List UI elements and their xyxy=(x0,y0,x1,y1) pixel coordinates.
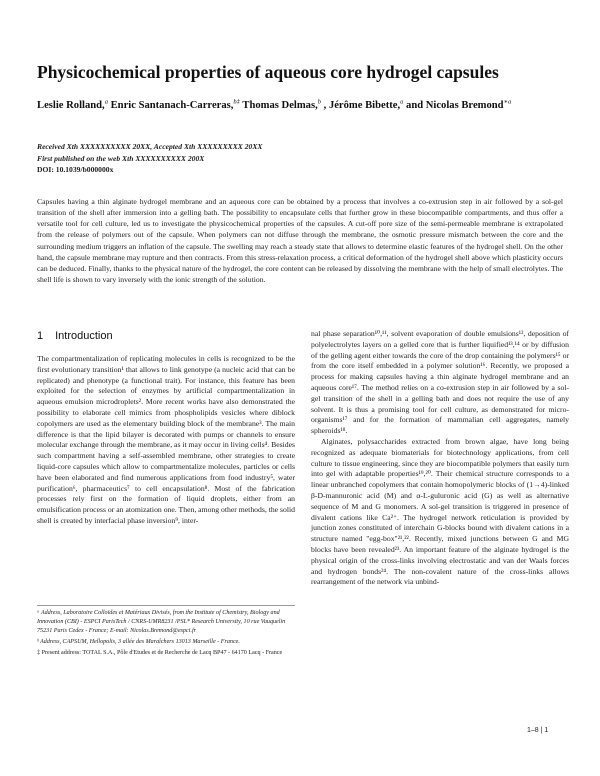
paper-title: Physicochemical properties of aqueous core hydrogel capsules xyxy=(37,62,499,82)
abstract: Capsules having a thin alginate hydrogel membrane and an aqueous core can be obtained by a process that involves a co-extrusion step in air followed by a sol-gel transition of the shell after immersion into a gelling bath. The possibility to encapsulate cells that further grow in these biocompatible compartments, and thus offer a versatile tool for cell culture, led us to investigate the physicochemical properties of the capsules. A cut-off pore size of the semi-permeable membrane is extrapolated from the release of polymers out of the capsule. When polymers can not diffuse through the membrane, the osmotic pressure mismatch between the core and the surrounding medium triggers an inflation of the capsule. The swelling may reach a steady state that allows to determine elastic features of the hydrogel shell. On the other hand, the capsule membrane may rupture and then contracts. From this stress-relaxation process, a critical deformation of the hydrogel shell above which plasticity occurs can be deduced. Finally, thanks to the physical nature of the hydrogel, the core content can be released by dissolving the membrane with the help of small electrolytes. The shell life is shown to vary inversely with the ionic strength of the solution. xyxy=(37,197,563,285)
author-affiliation: a xyxy=(400,98,404,106)
body-paragraph: The compartmentalization of replicating molecules in cells is recognized to be the first evolutionary transition¹ that allows to link genotype (a nucleic acid that can be replicated) and phenotype (a functional trait). For instance, this feature has been exploited for the selection of enzymes by artificial compartmentalization in aqueous emulsion microdroplets². More recent works have also demonstrated the possibility to elaborate cell mimics from phospholipids vesicles where diblock copolymers are used as the elementary building block of the membrane³. The main difference is that the lipid bilayer is decorated with pumps or channels to ensure molecular exchange through the membrane, as it may occur in living cells⁴. Besides such compartment having a self-assembled membrane, other strategies to create liquid-core capsules which allow to compartmentalize molecules, particles or cells have been elaborated and find numerous applications from food industry⁵, water purification⁶, pharmaceutics⁷ to cell encapsulation⁸. Most of the fabrication processes rely first on the formation of liquid droplets, either from an emulsification process or an atomization one. Then, among other methods, the solid shell is created by interfacial phase inversion⁹, inter- xyxy=(37,354,295,525)
footnote-divider xyxy=(37,605,295,606)
author-name: and Nicolas Bremond xyxy=(406,100,504,111)
body-paragraph: nal phase separation¹⁰,¹¹, solvent evaporation of double emulsions¹², deposition of polyelectrolytes layers on a gelled core that is further liquified¹³,¹⁴ or by diffusion of the gelling agent either towards the core of the drop containing the polymers¹⁵ or from the core itself embedded in a polymer solution¹⁶. Recently, we proposed a process for making capsules having a thin alginate hydrogel membrane and an aqueous core¹⁷. The method relies on a co-extrusion step in air followed by a sol-gel transition of the shell in a gelling bath and does not require the use of any solvent. It is thus a promising tool for cell culture, as demonstrated for micro-organisms¹⁷ and for the formation of mammalian cell aggregates, namely spheroids¹⁸. xyxy=(311,329,569,436)
section-number: 1 xyxy=(37,330,44,342)
footnotes xyxy=(37,609,295,660)
author-name: Enric Santanach-Carreras, xyxy=(110,100,234,111)
right-column xyxy=(311,329,569,588)
author-name: Thomas Delmas, xyxy=(242,100,318,111)
author-affiliation: b xyxy=(317,98,321,106)
footnote: ᵃ Address, Laboratoire Colloïdes et Matériaux Divisés, from the Institute of Chemistry, Biology and Innovation (CBI) - ESPCI ParisTech / CNRS-UMR8231 /PSL* Research University, 10 rue Vauquelin 75231 Paris Cedex - France; E-mail: Nicolas.Bremond@espci.fr xyxy=(37,610,286,634)
body-paragraph: Alginates, polysaccharides extracted from brown algae, have long being recognized as adequate biomaterials for biotechnology applications, from cell culture to tissue engineering, since they are biocompatible polymers that easily turn into gel with adaptable properties¹⁹,²⁰. Their chemical structure corresponds to a linear unbranched copolymers that contain homopolymeric blocks of (1→4)-linked β-D-mannuronic acid (M) and α-L-guluronic acid (G) as well as alternative sequence of M and G monomers. A sol-gel transition is triggered in presence of divalent cations like Ca²⁺. The hydrogel network reticulation is provided by junction zones constituted of interchain G-blocks bound with divalent cations in a structure named "egg-box"²¹,²². Recently, mixed junctions between G and MG blocks have been revealed²³. An important feature of the alginate hydrogel is the physical origin of the cross-links involving electrostatic and van der Waals forces and hydrogen bonds²⁴. The non-covalent nature of the cross-links allows rearrangement of the network via unbind- xyxy=(311,436,569,587)
doi: DOI: 10.1039/b000000x xyxy=(37,165,114,174)
author-name: Leslie Rolland, xyxy=(37,100,105,111)
author-list xyxy=(37,99,567,113)
section-title: Introduction xyxy=(55,330,113,342)
author-affiliation: a xyxy=(104,98,108,106)
footnote: ‡ Present address: TOTAL S.A., Pôle d'Etudes et de Recherche de Lacq BP47 - 64170 Lacq - France xyxy=(37,649,283,656)
author-affiliation: b‡ xyxy=(233,98,240,106)
publication-meta xyxy=(37,141,567,176)
footnote: ᵇ Address, CAPSUM, Hellopolis, 3 allée des Maraîchers 13013 Marseille - France. xyxy=(37,638,240,645)
received-date: Received Xth XXXXXXXXXX 20XX, Accepted Xth XXXXXXXXX 20XX xyxy=(37,142,263,151)
page-number: 1–8 | 1 xyxy=(527,727,549,734)
author-name: , Jérôme Bibette, xyxy=(323,100,401,111)
published-date: First published on the web Xth XXXXXXXXXX 200X xyxy=(37,153,205,163)
author-affiliation: ∗a xyxy=(503,98,512,106)
left-column xyxy=(37,354,295,527)
section-heading xyxy=(37,330,113,342)
